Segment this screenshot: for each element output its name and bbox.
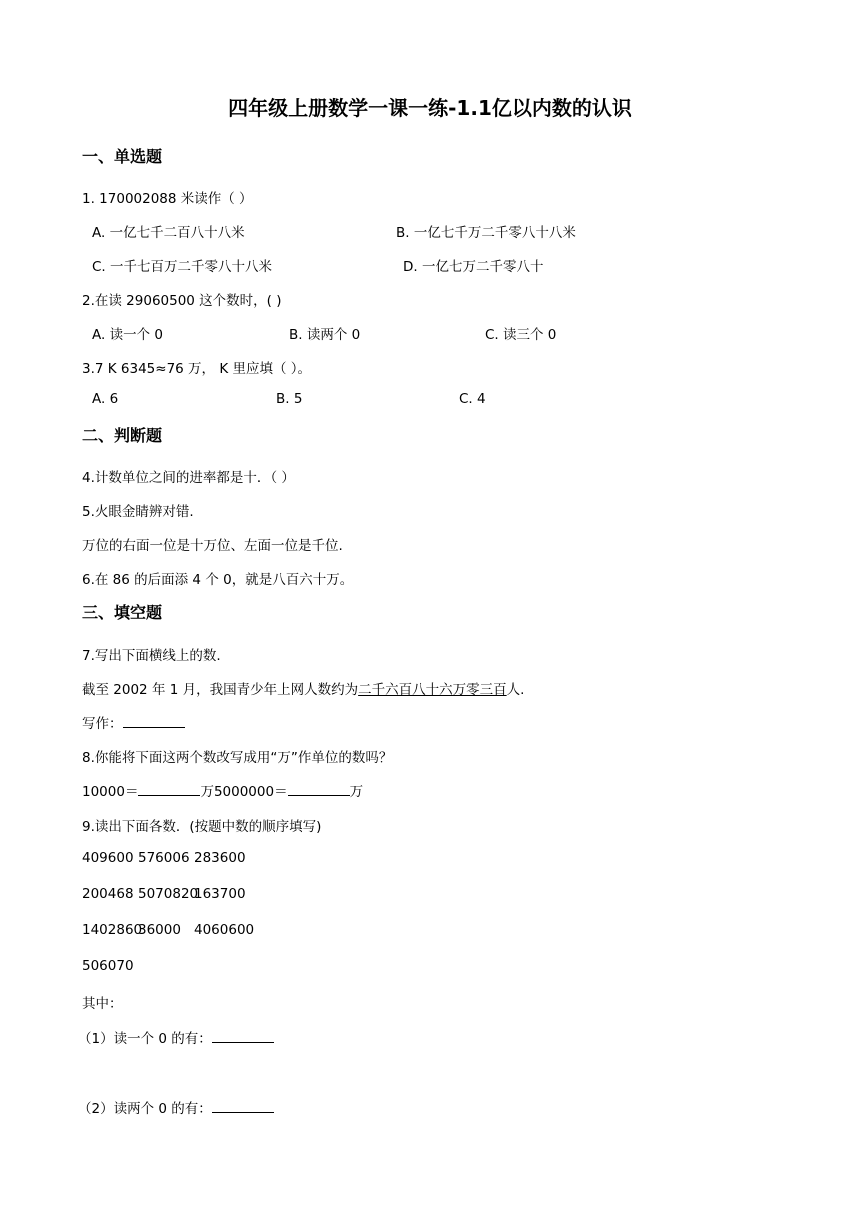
question-1-option-a[interactable]: A. 一亿七千二百八十八米 bbox=[92, 225, 245, 241]
question-8-blank-2[interactable] bbox=[288, 783, 350, 796]
question-7-sentence bbox=[82, 678, 524, 698]
question-1-option-d[interactable]: D. 一亿七万二千零八十 bbox=[403, 259, 544, 275]
question-7-sentence-suffix: 人. bbox=[506, 682, 525, 698]
number-item: 200468 bbox=[82, 886, 134, 902]
question-9-among-label: 其中： bbox=[82, 996, 123, 1012]
question-2-option-a[interactable]: A. 读一个 0 bbox=[92, 327, 163, 343]
number-item: 506070 bbox=[82, 958, 134, 974]
number-item: 576006 bbox=[138, 850, 190, 866]
question-9-sub-1-label: （1）读一个 0 的有： bbox=[78, 1031, 212, 1047]
question-7-sentence-prefix: 截至 2002 年 1 月，我国青少年上网人数约为 bbox=[82, 682, 359, 698]
question-9-sub-2 bbox=[78, 1097, 274, 1117]
question-9-sub-2-label: （2）读两个 0 的有： bbox=[78, 1101, 212, 1117]
number-item: 163700 bbox=[194, 886, 246, 902]
question-1-stem: 1. 170002088 米读作（ ） bbox=[82, 191, 253, 207]
question-7-answer-blank[interactable] bbox=[123, 715, 185, 728]
section-heading-true-false: 二、判断题 bbox=[82, 426, 163, 445]
question-8-unit2: 万 bbox=[349, 784, 364, 800]
question-7-stem: 7.写出下面横线上的数. bbox=[82, 648, 221, 664]
question-3-option-c[interactable]: C. 4 bbox=[459, 391, 486, 407]
question-4-stem: 4.计数单位之间的进率都是十．（ ） bbox=[82, 470, 295, 486]
question-3-option-b[interactable]: B. 5 bbox=[276, 391, 303, 407]
question-1-option-b[interactable]: B. 一亿七千万二千零八十八米 bbox=[396, 225, 576, 241]
question-5-stem: 5.火眼金睛辨对错. bbox=[82, 504, 194, 520]
question-8-part1: 10000＝ bbox=[82, 784, 139, 800]
question-9-sub-1 bbox=[78, 1027, 274, 1047]
number-item: 283600 bbox=[194, 850, 246, 866]
question-5-statement: 万位的右面一位是十万位、左面一位是千位. bbox=[82, 538, 343, 554]
question-3-option-a[interactable]: A. 6 bbox=[92, 391, 119, 407]
question-7-answer-line bbox=[82, 712, 185, 732]
number-item: 1402860 bbox=[82, 922, 143, 938]
question-6-stem: 6.在 86 的后面添 4 个 0，就是八百六十万。 bbox=[82, 572, 354, 588]
question-8-blank-1[interactable] bbox=[138, 783, 200, 796]
section-heading-single-choice: 一、单选题 bbox=[82, 147, 163, 166]
question-3-stem: 3.7 K 6345≈76 万， K 里应填（ ）。 bbox=[82, 361, 312, 377]
question-1-option-c[interactable]: C. 一千七百万二千零八十八米 bbox=[92, 259, 273, 275]
question-2-option-c[interactable]: C. 读三个 0 bbox=[485, 327, 557, 343]
question-8-part2: 5000000＝ bbox=[213, 784, 288, 800]
question-8-line bbox=[82, 780, 363, 800]
question-9-row-4 bbox=[82, 958, 134, 974]
question-9-sub-1-blank[interactable] bbox=[212, 1030, 274, 1043]
question-7-underlined-number: 二千六百八十六万零三百 bbox=[358, 682, 507, 698]
question-2-option-b[interactable]: B. 读两个 0 bbox=[289, 327, 361, 343]
question-9-row-3 bbox=[82, 922, 254, 938]
question-8-unit1: 万 bbox=[200, 784, 214, 800]
question-9-stem: 9.读出下面各数．(按题中数的顺序填写) bbox=[82, 819, 322, 835]
number-item: 409600 bbox=[82, 850, 134, 866]
question-7-write-label: 写作： bbox=[82, 716, 123, 732]
question-9-sub-2-blank[interactable] bbox=[212, 1100, 274, 1113]
question-9-row-1 bbox=[82, 850, 246, 866]
question-2-stem: 2.在读 29060500 这个数时，( ) bbox=[82, 293, 282, 309]
number-item: 4060600 bbox=[194, 922, 255, 938]
number-item: 36000 bbox=[138, 922, 181, 938]
page-title: 四年级上册数学一课一练-1.1亿以内数的认识 bbox=[228, 96, 632, 120]
number-item: 5070820 bbox=[138, 886, 199, 902]
question-8-stem: 8.你能将下面这两个数改写成用“万”作单位的数吗？ bbox=[82, 750, 393, 766]
question-9-row-2 bbox=[82, 886, 246, 902]
section-heading-fill-in: 三、填空题 bbox=[82, 603, 163, 622]
